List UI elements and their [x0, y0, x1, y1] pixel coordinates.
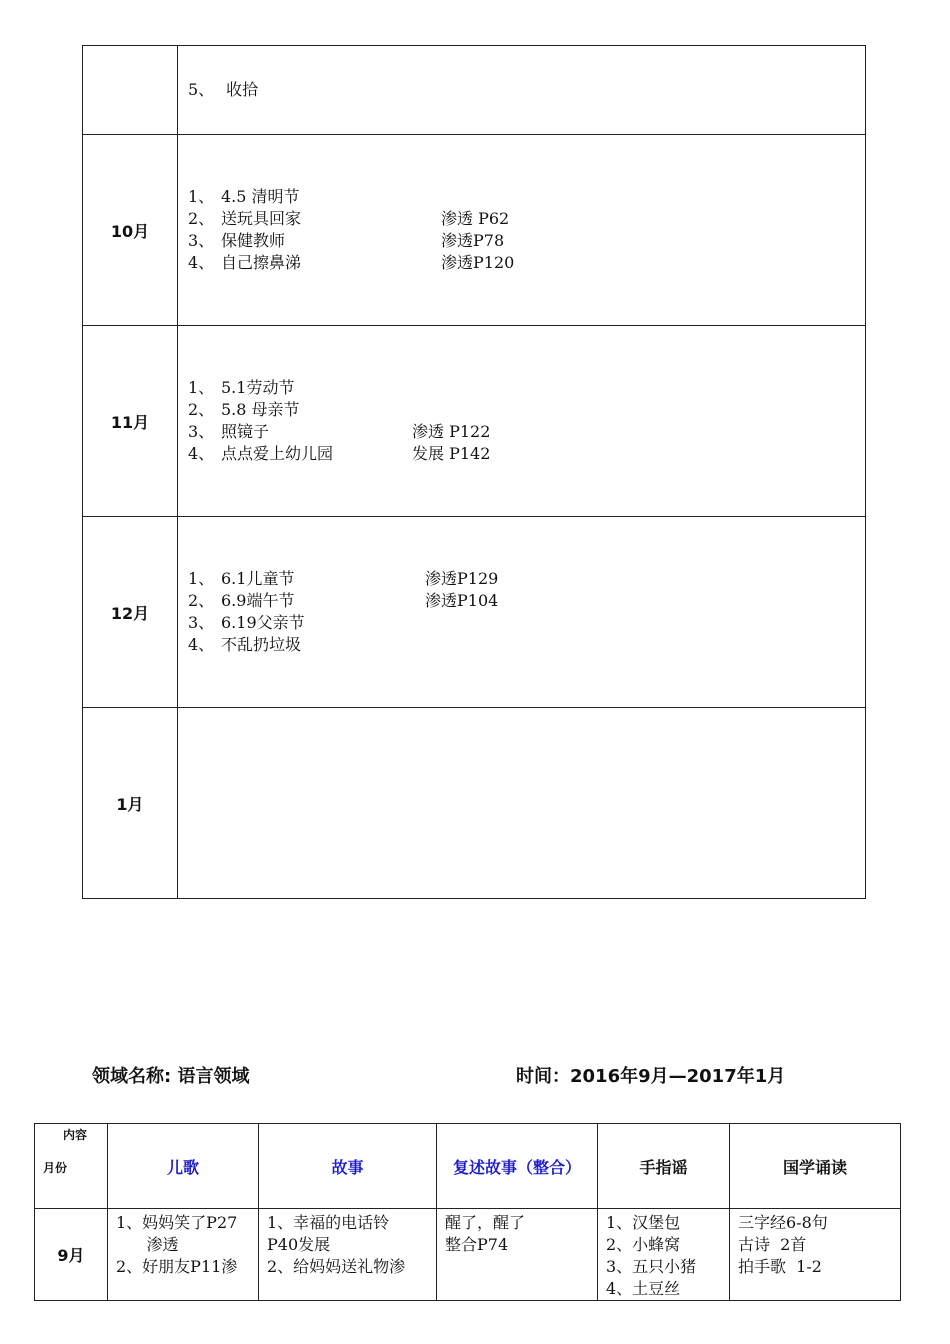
item-number: 1、: [188, 378, 215, 397]
item-number: 4、: [188, 444, 215, 463]
table-row: [83, 326, 866, 517]
item-text: 不乱扔垃圾: [221, 635, 302, 654]
list-item: [188, 377, 865, 399]
content-cell: [178, 326, 866, 517]
item-number: 1、: [188, 569, 215, 588]
item-reference: 渗透P129: [425, 569, 499, 588]
list-item: [188, 399, 865, 421]
item-reference: 渗透 P122: [412, 422, 491, 441]
table-row: [83, 517, 866, 708]
item-text: 4.5 清明节: [221, 187, 300, 206]
list-item: [188, 568, 865, 590]
retell-story-cell: 醒了，醒了 整合P74: [437, 1209, 598, 1301]
item-number: 2、: [188, 400, 215, 419]
list-item: [188, 634, 865, 656]
item-text: 点点爱上幼儿园: [221, 444, 334, 463]
item-text: 6.19父亲节: [221, 613, 305, 632]
item-text: 6.1儿童节: [221, 569, 295, 588]
month-cell: 1月: [83, 708, 178, 899]
list-item: [188, 252, 865, 274]
column-header: 手指谣: [598, 1124, 730, 1209]
content-cell: [178, 46, 866, 135]
item-text: 5.8 母亲节: [221, 400, 300, 419]
corner-header-cell: [35, 1124, 108, 1209]
month-cell: 11月: [83, 326, 178, 517]
column-header: 国学诵读: [730, 1124, 901, 1209]
content-cell: [178, 708, 866, 899]
classics-reading-cell: 三字经6-8句 古诗 2首 拍手歌 1-2: [730, 1209, 901, 1301]
list-item: [188, 443, 865, 465]
item-text: 6.9端午节: [221, 591, 295, 610]
item-reference: 发展 P142: [412, 444, 491, 463]
month-cell: 9月: [35, 1209, 108, 1301]
item-number: 3、: [188, 613, 215, 632]
item-text: 照镜子: [221, 422, 270, 441]
nursery-rhyme-cell: 1、妈妈笑了P27 渗透 2、好朋友P11渗: [108, 1209, 259, 1301]
list-item: [188, 230, 865, 252]
month-cell: 10月: [83, 135, 178, 326]
item-text: 送玩具回家: [221, 209, 302, 228]
time-range: 时间：2016年9月—2017年1月: [516, 1066, 786, 1087]
column-header: 复述故事（整合）: [437, 1124, 598, 1209]
item-number: 3、: [188, 231, 215, 250]
list-item: [188, 421, 865, 443]
item-reference: 渗透P120: [441, 253, 515, 272]
item-reference: 渗透P78: [441, 231, 505, 250]
item-number: 4、: [188, 635, 215, 654]
item-number: 5、: [188, 80, 215, 99]
finger-rhyme-cell: 1、汉堡包 2、小蜂窝 3、五只小猪 4、土豆丝: [598, 1209, 730, 1301]
table-row: [83, 135, 866, 326]
item-number: 4、: [188, 253, 215, 272]
story-cell: 1、幸福的电话铃 P40发展 2、给妈妈送礼物渗: [259, 1209, 437, 1301]
table-row: [35, 1209, 901, 1301]
month-cell: [83, 46, 178, 135]
item-number: 2、: [188, 591, 215, 610]
item-number: 2、: [188, 209, 215, 228]
table-row: [83, 46, 866, 135]
item-text: 保健教师: [221, 231, 286, 250]
item-text: 5.1劳动节: [221, 378, 295, 397]
content-cell: [178, 135, 866, 326]
list-item: [188, 186, 865, 208]
corner-content-label: 内容: [63, 1128, 88, 1142]
list-item: [188, 79, 865, 101]
item-number: 1、: [188, 187, 215, 206]
list-item: [188, 612, 865, 634]
item-text: 收拾: [221, 80, 259, 99]
column-header: 故事: [259, 1124, 437, 1209]
table-row: [83, 708, 866, 899]
list-item: [188, 208, 865, 230]
item-number: 3、: [188, 422, 215, 441]
header-row: [35, 1124, 901, 1209]
list-item: [188, 590, 865, 612]
month-cell: 12月: [83, 517, 178, 708]
content-cell: [178, 517, 866, 708]
domain-title: 领域名称: 语言领域: [92, 1066, 250, 1087]
monthly-plan-table: [82, 45, 866, 899]
corner-month-label: 月份: [43, 1161, 68, 1175]
item-reference: 渗透 P62: [441, 209, 510, 228]
item-reference: 渗透P104: [425, 591, 499, 610]
language-domain-table: [34, 1123, 901, 1301]
column-header: 儿歌: [108, 1124, 259, 1209]
item-text: 自己擦鼻涕: [221, 253, 302, 272]
